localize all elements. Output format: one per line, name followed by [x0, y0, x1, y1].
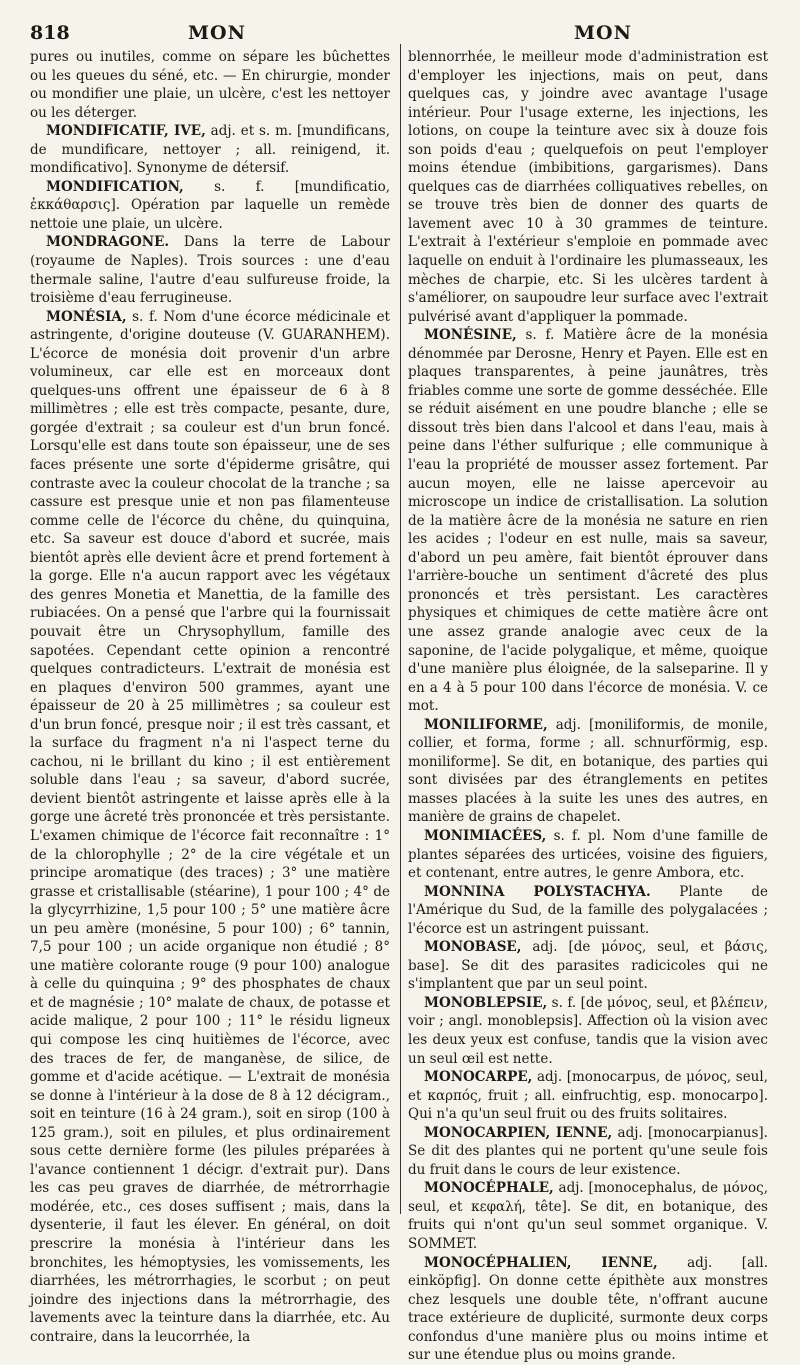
entry-headword: MONILIFORME, [424, 716, 548, 733]
entry-monesine [408, 326, 768, 715]
entry-continuation [408, 48, 768, 326]
entry-monocarpien [408, 1124, 768, 1180]
entry-moniliforme [408, 716, 768, 827]
entry-headword: MONÉSINE, [424, 327, 517, 344]
entry-headword: MONNINA POLYSTACHYA. [424, 883, 651, 900]
entry-mondificatif [30, 122, 390, 178]
entry-text: adj. [moniliformis, de monile, collier, et forma, forme ; all. schnurförmig, esp. moniliforme]. Se dit, en botanique, des parties qui sont divisées par des étranglements en petites masses placées à la suite les unes des autres, en manière de grains de chapelet. [408, 716, 768, 826]
entry-text: adj. [monocarpianus]. Se dit des plantes qui ne portent qu'une seule fois du fruit dans le cours de leur existence. [408, 1124, 768, 1178]
entry-text: Dans la terre de Labour (royaume de Naples). Trois sources : une d'eau thermale saline, l'autre d'eau sulfureuse froide, la troisième d'eau ferrugineuse. [30, 234, 390, 307]
entry-text: s. f. [mundificatio, ἐκκάθαρσις]. Opération par laquelle un remède nettoie une plaie, un ulcère. [30, 178, 390, 232]
entry-text: s. f. pl. Nom d'une famille de plantes séparées des urticées, voisine des figuiers, et contenant, entre autres, le genre Ambora, etc. [408, 827, 769, 882]
column-divider [400, 44, 401, 1214]
entry-text: adj. [monocarpus, de μόνος, seul, et καρπός, fruit ; all. einfruchtig, esp. monocarpo]. Qui n'a qu'un seul fruit ou des fruits solitaires. [408, 1069, 768, 1123]
entry-text: pures ou inutiles, comme on sépare les bûchettes ou les queues du séné, etc. — En chirurgie, monder ou mondifier une plaie, un ulcère, c'est les nettoyer ou les déterger. [30, 49, 390, 121]
entry-monimiacees [408, 827, 768, 883]
entry-text: adj. [de μόνος, seul, et βάσις, base]. Se dit des parasites radicicoles qui ne s'implantent que par un seul point. [408, 939, 768, 993]
entry-mondification [30, 178, 390, 234]
entry-text: s. f. Matière âcre de la monésia dénommée par Derosne, Henry et Payen. Elle est en plaques transparentes, à peine jaunâtres, très friables comme une sorte de gomme desséchée. Elle se réduit aisément en une poudre blanche ; elle se dissout très bien dans l'alcool et dans l'eau, mais à peine dans l'éther sulfurique ; elle communique à l'eau la propriété de mousser assez fortement. Par aucun moyen, elle ne laisse apercevoir au microscope un indice de cristallisation. La solution de la matière âcre de la monésia ne sature en rien les acides ; l'odeur en est nulle, mais sa saveur, d'abord un peu amère, fait bientôt éprouver dans l'arrière-bouche un sentiment d'âcreté des plus prononcés et très persistant. Les caractères physiques et chimiques de cette matière âcre ont une assez grande analogie avec ceux de la saponine, de l'acide polygalique, et même, quoique d'une manière plus éloignée, de la salseparine. Il y en a 4 à 5 pour 100 dans l'écorce de monésia. V. ce mot. [408, 327, 768, 715]
entry-headword: MONOCARPE, [424, 1069, 533, 1086]
entry-text: blennorrhée, le meilleur mode d'administration est d'employer les injections, mais on peut, dans quelques cas, y joindre avec avantage l'usage intérieur. Pour l'usage externe, les injections, les lotions, on coupe la teinture avec six à douze fois son poids d'eau ; quelquefois on peut l'employer moins étendue (imbibitions, gargarismes). Dans quelques cas de diarrhées colliquatives rebelles, on se trouve très bien de donner des quarts de lavement avec 10 à 30 grammes de teinture. L'extrait à l'extérieur s'emploie en pommade avec laquelle on enduit à l'ordinaire les plumasseaux, les mèches de charpie, etc. Si les ulcères tardent à s'améliorer, on saupoudre leur surface avec l'extrait pulvérisé avant d'appliquer la pommade. [408, 49, 768, 325]
left-column [30, 48, 390, 1345]
entry-headword: MONIMIACÉES, [424, 827, 547, 844]
entry-headword: MONOCARPIEN, IENNE, [424, 1124, 613, 1141]
running-head-left: MON [188, 22, 246, 44]
entry-text: Plante de l'Amérique du Sud, de la famille des polygalacées ; l'écorce est un astringent puissant. [408, 883, 768, 937]
entry-text: s. f. [de μόνος, seul, et βλέπειν, voir ; angl. monoblepsis]. Affection où la vision avec les deux yeux est confuse, tandis que la vision avec un seul œil est nette. [408, 994, 768, 1067]
right-column [408, 48, 769, 1364]
page-header [0, 22, 800, 44]
entry-text: s. f. Nom d'une écorce médicinale et astringente, d'origine douteuse (V. GUARANHEM). L'écorce de monésia doit provenir d'un arbre volumineux, car elle est en morceaux dont quelques-uns offrent une épaisseur de 6 à 8 millimètres ; elle est très compacte, pesante, dure, gorgée d'extrait ; sa couleur est d'un brun foncé. Lorsqu'elle est dans toute son épaisseur, une de ses faces présente une sorte d'épiderme grisâtre, qui contraste avec la couleur chocolat de la tranche ; sa cassure est presque unie et non pas filamenteuse comme celle de l'écorce du chêne, du quinquina, etc. Sa saveur est douce d'abord et sucrée, mais bientôt après elle devient âcre et prend fortement à la gorge. Elle n'a aucun rapport avec les végétaux des genres Monetia et Manettia, de la famille des rubiacées. On a pensé que l'arbre qui la fournissait pouvait être un Chrysophyllum, famille des sapotées. Cependant cette opinion a rencontré quelques contradicteurs. L'extrait de monésia est en plaques d'environ 500 grammes, ayant une épaisseur de 20 à 25 millimètres ; sa couleur est d'un brun foncé, presque noir ; il est très cassant, et la surface du fragment n'a ni l'aspect terne du cachou, ni le brillant du kino ; il est entièrement soluble dans l'eau ; sa saveur, d'abord sucrée, devient bientôt astringente et laisse après elle à la gorge une âcreté très prononcée et très persistante. L'examen chimique de l'écorce fait reconnaître : 1° de la chlorophylle ; 2° de la cire végétale et un principe aromatique (des traces) ; 3° une matière grasse et cristallisable (stéarine), 1 pour 100 ; 4° de la glycyrrhizine, 1,5 pour 100 ; 5° une matière âcre un peu amère (monésine, 5 pour 100) ; 6° tannin, 7,5 pour 100 ; un acide organique non étudié ; 8° une matière colorante rouge (9 pour 100) analogue à celle du quinquina ; 9° des phosphates de chaux et de magnésie ; 10° malate de chaux, de potasse et acide malique, 2 pour 100 ; 11° le résidu ligneux qui compose les cinq huitièmes de l'écorce, avec des traces de fer, de manganèse, de silice, de gomme et d'acide acétique. — L'extrait de monésia se donne à l'intérieur à la dose de 8 à 12 décigram., soit en teinture (16 à 24 gram.), soit en sirop (100 à 125 gram.), soit en pilules, et plus ordinairement sous cette dernière forme (les pilules préparées à l'avance contiennent 1 décigr. d'extrait pur). Dans les cas peu graves de diarrhée, de métrorrhagie modérée, etc., ces doses suffisent ; mais, dans la dysenterie, il faut les élever. En général, on doit prescrire la monésia à l'intérieur dans les bronchites, les hémoptysies, les vomissements, les diarrhées, les métrorrhagies, le scorbut ; on peut joindre des injections dans la métrorrhagie, des lavements avec la teinture dans la diarrhée, etc. Au contraire, dans la leucorrhée, la [30, 308, 390, 1345]
entry-headword: MONOBASE, [424, 939, 522, 956]
entry-headword: MONDIFICATIF, IVE, [46, 123, 206, 140]
entry-headword: MONÉSIA, [46, 308, 127, 325]
entry-headword: MONOCÉPHALE, [424, 1180, 554, 1197]
entry-mondragone [30, 233, 390, 307]
entry-continuation [30, 48, 390, 122]
entry-monobase [408, 938, 768, 994]
entry-headword: MONDIFICATION, [46, 178, 184, 195]
entry-text: adj. [all. einköpfig]. On donne cette épithète aux monstres chez lesquels une double tête, n'offrant aucune trace extérieure de duplicité, surmonte deux corps confondus d'une manière plus ou moins intime et sur une étendue plus ou moins grande. [408, 1254, 769, 1364]
entry-text: adj. et s. m. [mundificans, de mundificare, nettoyer ; all. reinigend, it. mondificativo]. Synonyme de détersif. [30, 123, 390, 177]
entry-headword: MONOBLEPSIE, [424, 994, 548, 1011]
entry-monnina [408, 883, 768, 939]
page-number: 818 [30, 22, 70, 44]
entry-monoblepsie [408, 994, 768, 1068]
running-head-right: MON [574, 22, 632, 44]
entry-monocephalien [408, 1254, 768, 1365]
entry-headword: MONOCÉPHALIEN, IENNE, [424, 1254, 658, 1271]
entry-monocarpe [408, 1068, 768, 1124]
entry-monesia [30, 308, 390, 1347]
entry-text: adj. [monocephalus, de μόνος, seul, et κεφαλή, tête]. Se dit, en botanique, des fruits qui n'ont qu'un seul sommet organique. V. SOMMET. [408, 1180, 768, 1252]
entry-monocephale [408, 1179, 768, 1253]
entry-headword: MONDRAGONE. [46, 234, 170, 251]
